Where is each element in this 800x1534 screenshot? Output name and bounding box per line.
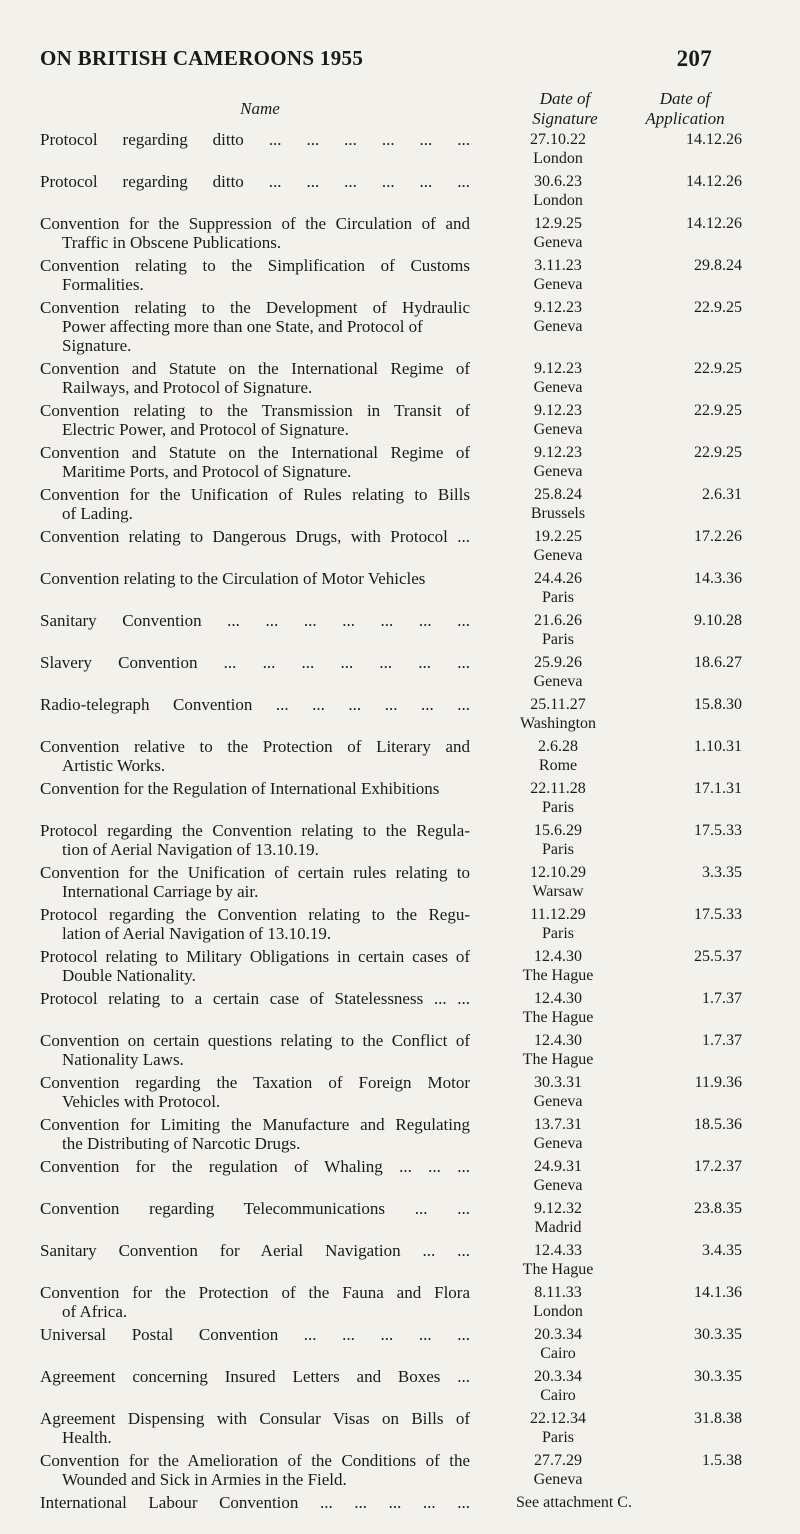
date-of-application: 17.5.33	[694, 906, 742, 923]
treaty-name-line: Convention regarding the Taxation of Foreign Motor	[40, 1073, 470, 1092]
date-of-signature: 12.10.29 Warsaw	[530, 864, 586, 900]
table-row	[0, 1408, 800, 1450]
treaty-name-continuation: lation of Aerial Navigation of 13.10.19.	[62, 924, 332, 943]
treaty-name-line: Convention regarding Telecommunications ... ...	[40, 1199, 470, 1218]
treaty-name	[40, 213, 470, 252]
table-row	[0, 297, 800, 358]
treaty-name-line: Convention for the regulation of Whaling ... ... ...	[40, 1157, 470, 1176]
treaty-name-line: Convention on certain questions relating to the Conflict of	[40, 1031, 470, 1050]
date-of-signature: 22.12.34 Paris	[530, 1410, 586, 1446]
treaty-name	[40, 1240, 470, 1260]
date-of-application: 30.3.35	[694, 1326, 742, 1343]
date-of-signature: 13.7.31 Geneva	[533, 1116, 583, 1152]
date-of-signature: 9.12.23 Geneva	[533, 299, 583, 335]
date-of-application: 17.2.26	[694, 528, 742, 545]
table-row	[0, 484, 800, 526]
treaty-name	[40, 1282, 470, 1321]
date-of-application: 22.9.25	[694, 444, 742, 461]
treaty-name-line: Universal Postal Convention ... ... ... ... ...	[40, 1325, 470, 1344]
treaty-name-line: Convention relating to Dangerous Drugs, with Protocol ...	[40, 527, 470, 546]
table-row	[0, 1072, 800, 1114]
treaty-name-line: Convention relating to the Simplification of Customs	[40, 256, 470, 275]
date-of-signature: 24.9.31 Geneva	[533, 1158, 583, 1194]
table-row	[0, 400, 800, 442]
treaty-name	[40, 694, 470, 714]
date-of-application: 22.9.25	[694, 402, 742, 419]
treaty-name-line: Convention and Statute on the International Regime of	[40, 443, 470, 462]
table-row	[0, 1156, 800, 1198]
date-of-signature: 30.3.31 Geneva	[533, 1074, 583, 1110]
date-of-signature: 20.3.34 Cairo	[534, 1368, 582, 1404]
date-of-signature: 12.4.30 The Hague	[522, 990, 594, 1026]
treaty-name	[40, 1030, 470, 1069]
date-of-application: 14.12.26	[686, 131, 742, 148]
treaty-name-continuation: Double Nationality.	[62, 966, 196, 985]
date-of-application: 1.10.31	[694, 738, 742, 755]
treaty-name-line: Convention for the Regulation of International Exhibitions	[40, 779, 440, 798]
treaty-name	[40, 255, 470, 294]
treaty-name	[40, 736, 470, 775]
treaty-name-line: International Labour Convention ... ... ... ... ...	[40, 1493, 470, 1512]
date-of-application: 15.8.30	[694, 696, 742, 713]
date-of-application: 23.8.35	[694, 1200, 742, 1217]
treaty-name-line: Convention relating to the Transmission in Transit of	[40, 401, 470, 420]
date-of-application: 29.8.24	[694, 257, 742, 274]
date-of-signature: 11.12.29 Paris	[530, 906, 586, 942]
page-number: 207	[676, 46, 712, 71]
table-row	[0, 652, 800, 694]
treaty-name-line: Convention relating to the Circulation of Motor Vehicles	[40, 569, 426, 588]
treaty-name-continuation: tion of Aerial Navigation of 13.10.19.	[62, 840, 319, 859]
date-of-signature: 30.6.23 London	[533, 173, 583, 209]
treaty-name	[40, 1072, 470, 1111]
date-of-signature: 3.11.23 Geneva	[533, 257, 583, 293]
date-of-application: 31.8.38	[694, 1410, 742, 1427]
treaty-name	[40, 652, 470, 672]
treaty-name	[40, 820, 470, 859]
treaty-name	[40, 1198, 470, 1218]
treaty-name	[40, 526, 470, 546]
treaty-name-line: Protocol regarding ditto ... ... ... ... ... ...	[40, 172, 470, 191]
table-row	[0, 778, 800, 820]
treaty-name	[40, 1324, 470, 1344]
date-of-signature: 9.12.32 Madrid	[534, 1200, 582, 1236]
date-of-application: 17.5.33	[694, 822, 742, 839]
treaty-name-continuation: Maritime Ports, and Protocol of Signature.	[62, 462, 352, 481]
treaty-name	[40, 358, 470, 397]
date-of-signature: 12.4.30 The Hague	[522, 948, 594, 984]
treaty-name-line: Agreement Dispensing with Consular Visas on Bills of	[40, 1409, 470, 1428]
treaty-name-continuation: International Carriage by air.	[62, 882, 259, 901]
table-row	[0, 610, 800, 652]
treaty-name	[40, 1450, 470, 1489]
treaty-name-continuation: the Distributing of Narcotic Drugs.	[62, 1134, 301, 1153]
date-of-application: 2.6.31	[702, 486, 742, 503]
table-row	[0, 171, 800, 213]
treaty-name-line: Convention for the Suppression of the Circulation of and	[40, 214, 470, 233]
date-of-signature: 12.4.30 The Hague	[522, 1032, 594, 1068]
treaty-name-line: Convention and Statute on the International Regime of	[40, 359, 470, 378]
date-of-application: 22.9.25	[694, 299, 742, 316]
table-row	[0, 1282, 800, 1324]
date-of-signature: 12.9.25 Geneva	[533, 215, 583, 251]
treaty-table	[0, 129, 800, 1534]
table-row	[0, 1492, 800, 1534]
column-header-date-of-application: Date of Application	[645, 89, 725, 128]
date-of-application: 9.10.28	[694, 612, 742, 629]
table-row	[0, 1450, 800, 1492]
table-row	[0, 1324, 800, 1366]
treaty-name-line: Agreement concerning Insured Letters and Boxes ...	[40, 1367, 470, 1386]
treaty-name	[40, 904, 470, 943]
date-of-signature: 24.4.26 Paris	[534, 570, 582, 606]
date-of-application: 1.5.38	[702, 1452, 742, 1469]
date-of-application: 17.1.31	[694, 780, 742, 797]
treaty-name	[40, 484, 470, 523]
treaty-name-continuation: Power affecting more than one State, and Protocol of	[62, 317, 423, 336]
treaty-name	[40, 171, 470, 191]
table-row	[0, 694, 800, 736]
treaty-name-continuation: Signature.	[62, 336, 132, 355]
treaty-name-line: Convention relating to the Development of Hydraulic	[40, 298, 470, 317]
treaty-name-continuation: Wounded and Sick in Armies in the Field.	[62, 1470, 347, 1489]
date-of-application: 25.5.37	[694, 948, 742, 965]
table-row	[0, 526, 800, 568]
treaty-name-continuation: Electric Power, and Protocol of Signature.	[62, 420, 349, 439]
treaty-name-continuation: Traffic in Obscene Publications.	[62, 233, 282, 252]
treaty-name	[40, 400, 470, 439]
column-header-name: Name	[240, 99, 280, 118]
date-of-signature: 27.7.29 Geneva	[533, 1452, 583, 1488]
treaty-name	[40, 568, 470, 588]
treaty-name-line: Convention for the Protection of the Fauna and Flora	[40, 1283, 470, 1302]
date-of-application: 14.12.26	[686, 173, 742, 190]
treaty-name-line: Slavery Convention ... ... ... ... ... ... ...	[40, 653, 470, 672]
table-row	[0, 904, 800, 946]
treaty-name	[40, 1492, 470, 1512]
treaty-name-line: Convention relative to the Protection of Literary and	[40, 737, 470, 756]
date-of-signature: 21.6.26 Paris	[534, 612, 582, 648]
table-row	[0, 736, 800, 778]
treaty-name	[40, 442, 470, 481]
date-of-signature: 19.2.25 Geneva	[533, 528, 583, 564]
table-row	[0, 988, 800, 1030]
date-of-application: 1.7.37	[702, 1032, 742, 1049]
date-of-signature: 25.9.26 Geneva	[533, 654, 583, 690]
treaty-name-line: Sanitary Convention for Aerial Navigation ... ...	[40, 1241, 470, 1260]
date-of-application: 14.1.36	[694, 1284, 742, 1301]
date-of-application: 3.3.35	[702, 864, 742, 881]
treaty-name-line: Protocol regarding ditto ... ... ... ... ... ...	[40, 130, 470, 149]
treaty-name-line: Protocol regarding the Convention relating to the Regula-	[40, 821, 470, 840]
treaty-name	[40, 1156, 470, 1176]
table-row	[0, 1030, 800, 1072]
treaty-name-continuation: Nationality Laws.	[62, 1050, 184, 1069]
treaty-name	[40, 862, 470, 901]
treaty-name	[40, 778, 470, 798]
treaty-name-line: Radio-telegraph Convention ... ... ... ... ... ...	[40, 695, 470, 714]
treaty-name-line: Convention for the Unification of Rules relating to Bills	[40, 485, 470, 504]
treaty-name-continuation: of Africa.	[62, 1302, 128, 1321]
table-row	[0, 1366, 800, 1408]
date-of-signature: 25.11.27 Washington	[519, 696, 597, 732]
treaty-name-continuation: Vehicles with Protocol.	[62, 1092, 221, 1111]
date-of-signature: 25.8.24 Brussels	[530, 486, 586, 522]
table-row	[0, 568, 800, 610]
date-of-signature: 8.11.33 London	[533, 1284, 583, 1320]
treaty-name-continuation: Artistic Works.	[62, 756, 166, 775]
page-header	[40, 46, 712, 76]
treaty-name	[40, 1114, 470, 1153]
treaty-name	[40, 988, 470, 1008]
treaty-name-continuation: Health.	[62, 1428, 112, 1447]
treaty-name-line: Convention for Limiting the Manufacture and Regulating	[40, 1115, 470, 1134]
date-of-signature: 9.12.23 Geneva	[533, 360, 583, 396]
table-row	[0, 820, 800, 862]
treaty-name	[40, 610, 470, 630]
treaty-name-continuation: Railways, and Protocol of Signature.	[62, 378, 313, 397]
date-of-signature: See attachment C.	[516, 1494, 632, 1511]
treaty-name-line: Convention for the Amelioration of the Conditions of the	[40, 1451, 470, 1470]
treaty-name-line: Protocol regarding the Convention relating to the Regu-	[40, 905, 470, 924]
table-row	[0, 946, 800, 988]
running-head: ON BRITISH CAMEROONS 1955	[40, 46, 364, 70]
date-of-application: 14.12.26	[686, 215, 742, 232]
treaty-name-line: Sanitary Convention ... ... ... ... ... ... ...	[40, 611, 470, 630]
date-of-signature: 27.10.22 London	[530, 131, 586, 167]
table-row	[0, 255, 800, 297]
date-of-signature: 9.12.23 Geneva	[533, 444, 583, 480]
date-of-application: 14.3.36	[694, 570, 742, 587]
date-of-application: 3.4.35	[702, 1242, 742, 1259]
date-of-application: 22.9.25	[694, 360, 742, 377]
table-row	[0, 129, 800, 171]
treaty-name-continuation: of Lading.	[62, 504, 133, 523]
table-row	[0, 1114, 800, 1156]
treaty-name	[40, 129, 470, 149]
table-row	[0, 1198, 800, 1240]
treaty-name-line: Protocol relating to a certain case of Statelessness ... ...	[40, 989, 470, 1008]
date-of-application: 17.2.37	[694, 1158, 742, 1175]
table-row	[0, 1240, 800, 1282]
date-of-signature: 2.6.28 Rome	[538, 738, 578, 774]
treaty-name-line: Convention for the Unification of certain rules relating to	[40, 863, 470, 882]
date-of-application: 11.9.36	[694, 1074, 742, 1091]
table-row	[0, 358, 800, 400]
date-of-application: 30.3.35	[694, 1368, 742, 1385]
date-of-application: 1.7.37	[702, 990, 742, 1007]
treaty-name	[40, 946, 470, 985]
treaty-name	[40, 1408, 470, 1447]
column-header-date-of-signature: Date of Signature	[532, 89, 598, 128]
date-of-application: 18.5.36	[694, 1116, 742, 1133]
table-row	[0, 862, 800, 904]
date-of-signature: 12.4.33 The Hague	[522, 1242, 594, 1278]
date-of-application	[630, 1492, 742, 1493]
date-of-signature: 15.6.29 Paris	[534, 822, 582, 858]
date-of-application: 18.6.27	[694, 654, 742, 671]
date-of-signature: 22.11.28 Paris	[530, 780, 586, 816]
date-of-signature: 20.3.34 Cairo	[534, 1326, 582, 1362]
table-row	[0, 213, 800, 255]
treaty-name	[40, 1366, 470, 1386]
table-row	[0, 442, 800, 484]
treaty-name	[40, 297, 470, 355]
treaty-name-line: Protocol relating to Military Obligations in certain cases of	[40, 947, 470, 966]
treaty-name-continuation: Formalities.	[62, 275, 144, 294]
date-of-signature: 9.12.23 Geneva	[533, 402, 583, 438]
